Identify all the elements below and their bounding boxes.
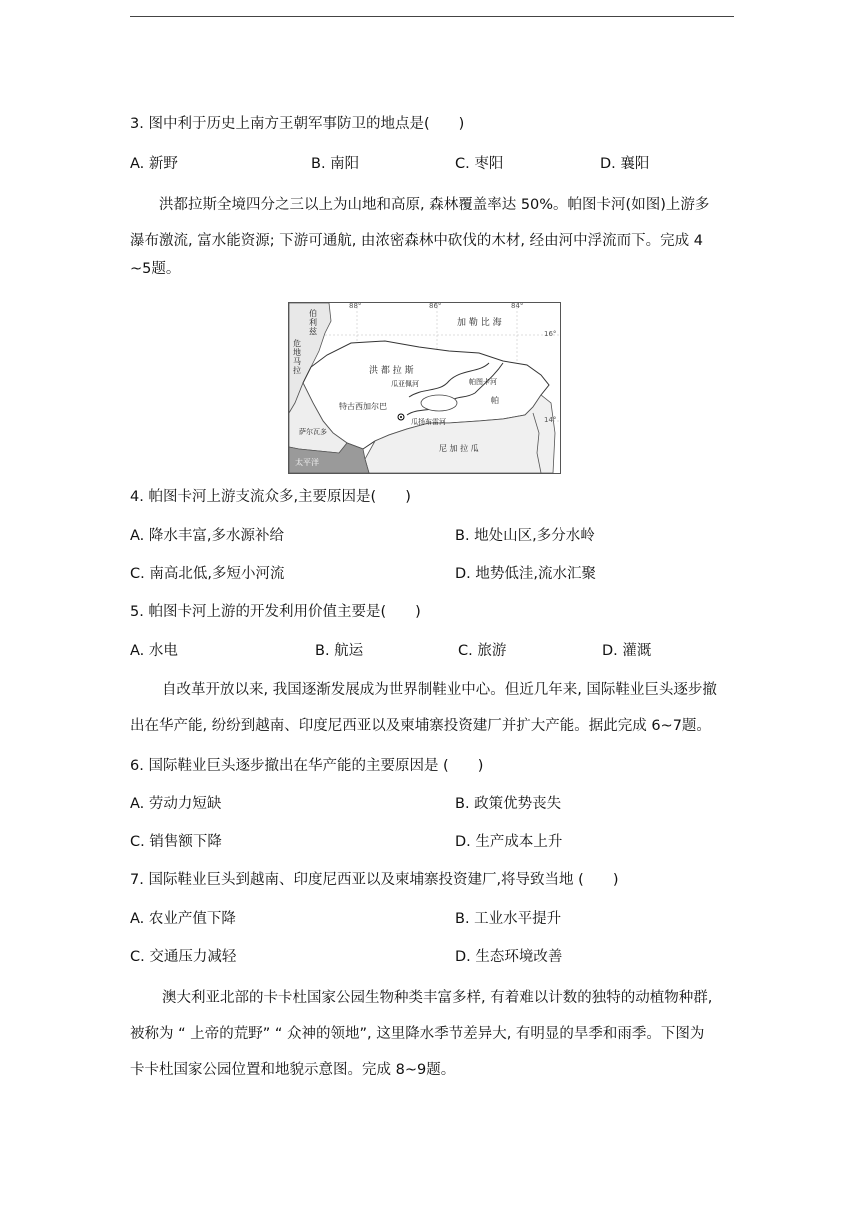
q6-option-d: D. 生产成本上升 bbox=[455, 834, 563, 850]
label-belize: 伯利兹 bbox=[309, 309, 317, 336]
passage-kakadu-line-1: 澳大利亚北部的卡卡杜国家公园生物种类丰富多样, 有着难以计数的独特的动植物种群, bbox=[162, 990, 713, 1006]
label-pacific: 太平洋 bbox=[295, 458, 319, 467]
label-el-salvador: 萨尔瓦多 bbox=[299, 428, 327, 436]
q6-option-b: B. 政策优势丧失 bbox=[455, 796, 562, 812]
q7-option-b: B. 工业水平提升 bbox=[455, 911, 562, 927]
passage-kakadu-line-3: 卡卡杜国家公园位置和地貌示意图。完成 8~9题。 bbox=[130, 1062, 456, 1078]
label-patuca-river: 帕图卡河 bbox=[469, 378, 497, 386]
longitude-86: 86° bbox=[429, 302, 442, 310]
passage-shoe-industry-line-1: 自改革开放以来, 我国逐渐发展成为世界制鞋业中心。但近几年来, 国际鞋业巨头逐步撤 bbox=[162, 682, 717, 698]
label-guayape-river: 瓜亚佩河 bbox=[391, 380, 419, 388]
question-3: 3. 图中利于历史上南方王朝军事防卫的地点是( ) bbox=[130, 116, 465, 132]
latitude-14: 14° bbox=[544, 416, 557, 424]
q4-option-a: A. 降水丰富,多水源补给 bbox=[130, 528, 284, 544]
q5-option-d: D. 灌溉 bbox=[602, 643, 652, 659]
q6-option-a: A. 劳动力短缺 bbox=[130, 796, 222, 812]
question-5: 5. 帕图卡河上游的开发利用价值主要是( ) bbox=[130, 604, 421, 620]
q4-option-c: C. 南高北低,多短小河流 bbox=[130, 566, 285, 582]
q5-option-c: C. 旅游 bbox=[458, 643, 507, 659]
passage-honduras-line-1: 洪都拉斯全境四分之三以上为山地和高原, 森林覆盖率达 50%。帕图卡河(如图)上游多 bbox=[159, 197, 710, 213]
q3-option-c: C. 枣阳 bbox=[455, 156, 504, 172]
q4-option-b: B. 地处山区,多分水岭 bbox=[455, 528, 595, 544]
label-guatemala: 危地马拉 bbox=[293, 339, 301, 375]
q6-option-c: C. 销售额下降 bbox=[130, 834, 222, 850]
passage-shoe-industry-line-2: 出在华产能, 纷纷到越南、印度尼西亚以及柬埔寨投资建厂并扩大产能。据此完成 6~7题。 bbox=[130, 718, 711, 734]
passage-kakadu bbox=[130, 980, 734, 1088]
q3-option-d: D. 襄阳 bbox=[600, 156, 650, 172]
header-rule bbox=[130, 16, 734, 17]
latitude-16: 16° bbox=[544, 330, 557, 338]
passage-shoe-industry bbox=[130, 672, 734, 744]
longitude-88: 88° bbox=[349, 302, 362, 310]
q7-option-a: A. 农业产值下降 bbox=[130, 911, 236, 927]
q7-option-c: C. 交通压力减轻 bbox=[130, 949, 237, 965]
label-honduras: 洪 都 拉 斯 bbox=[369, 366, 414, 376]
label-patuca-short: 帕 bbox=[491, 396, 499, 405]
q5-option-b: B. 航运 bbox=[315, 643, 364, 659]
q3-option-a: A. 新野 bbox=[130, 156, 178, 172]
q7-option-d: D. 生态环境改善 bbox=[455, 949, 563, 965]
passage-honduras-line-2: 瀑布激流, 富水能资源; 下游可通航, 由浓密森林中砍伐的木材, 经由河中浮流而下。完成 4 bbox=[130, 233, 703, 249]
label-caribbean: 加 勒 比 海 bbox=[457, 318, 502, 328]
question-7: 7. 国际鞋业巨头到越南、印度尼西亚以及柬埔寨投资建厂,将导致当地 ( ) bbox=[130, 872, 619, 888]
longitude-84: 84° bbox=[511, 302, 524, 310]
label-guayambre-river: 瓜扬布雷河 bbox=[411, 418, 446, 426]
q5-option-a: A. 水电 bbox=[130, 643, 178, 659]
honduras-map bbox=[288, 302, 561, 474]
passage-honduras bbox=[130, 187, 734, 279]
q4-option-d: D. 地势低洼,流水汇聚 bbox=[455, 566, 596, 582]
q3-option-b: B. 南阳 bbox=[311, 156, 360, 172]
passage-honduras-line-3: ~5题。 bbox=[130, 261, 181, 277]
label-nicaragua: 尼 加 拉 瓜 bbox=[439, 444, 479, 453]
label-capital: 特古西加尔巴 bbox=[339, 402, 387, 411]
passage-kakadu-line-2: 被称为 “ 上帝的荒野” “ 众神的领地”, 这里降水季节差异大, 有明显的旱季和雨季。下图为 bbox=[130, 1026, 705, 1042]
question-6: 6. 国际鞋业巨头逐步撤出在华产能的主要原因是 ( ) bbox=[130, 758, 484, 774]
question-4: 4. 帕图卡河上游支流众多,主要原因是( ) bbox=[130, 489, 411, 505]
honduras-map-drawing bbox=[289, 303, 560, 473]
